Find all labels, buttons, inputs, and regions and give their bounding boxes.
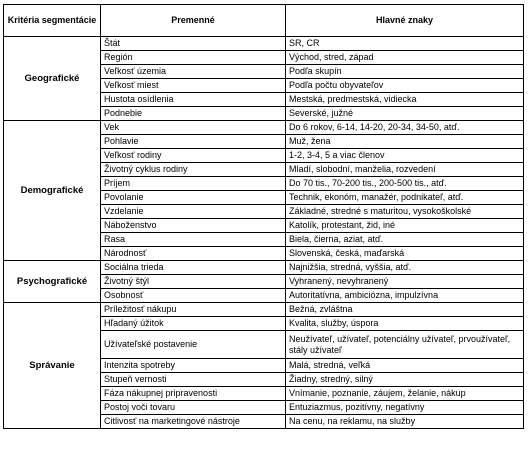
variable-cell: Stupeň vernosti bbox=[101, 373, 286, 387]
trait-cell: Severské, južné bbox=[286, 107, 524, 121]
trait-cell: SR, CR bbox=[286, 37, 524, 51]
segmentation-table-wrapper bbox=[3, 4, 524, 429]
trait-cell: Východ, stred, západ bbox=[286, 51, 524, 65]
variable-cell: Podnebie bbox=[101, 107, 286, 121]
table-row bbox=[4, 261, 524, 275]
trait-cell: Muž, žena bbox=[286, 135, 524, 149]
variable-cell: Povolanie bbox=[101, 191, 286, 205]
trait-cell: Vnímanie, poznanie, záujem, želanie, nákup bbox=[286, 387, 524, 401]
trait-cell: Do 6 rokov, 6-14, 14-20, 20-34, 34-50, atď. bbox=[286, 121, 524, 135]
variable-cell: Región bbox=[101, 51, 286, 65]
table-row bbox=[4, 37, 524, 51]
variable-cell: Užívateľské postavenie bbox=[101, 331, 286, 359]
variable-cell: Pohlavie bbox=[101, 135, 286, 149]
trait-cell: Entuziazmus, pozitívny, negatívny bbox=[286, 401, 524, 415]
variable-cell: Intenzita spotreby bbox=[101, 359, 286, 373]
trait-cell: Neužívateľ, užívateľ, potenciálny užívateľ, prvoužívateľ, stály užívateľ bbox=[286, 331, 524, 359]
variable-cell: Náboženstvo bbox=[101, 219, 286, 233]
variable-cell: Osobnosť bbox=[101, 289, 286, 303]
trait-cell: Podľa skupín bbox=[286, 65, 524, 79]
trait-cell: Bežná, zvláštna bbox=[286, 303, 524, 317]
variable-cell: Životný štýl bbox=[101, 275, 286, 289]
trait-cell: 1-2, 3-4, 5 a viac členov bbox=[286, 149, 524, 163]
variable-cell: Príležitosť nákupu bbox=[101, 303, 286, 317]
variable-cell: Fáza nákupnej pripravenosti bbox=[101, 387, 286, 401]
variable-cell: Veľkosť miest bbox=[101, 79, 286, 93]
segmentation-table bbox=[3, 4, 524, 429]
variable-cell: Vek bbox=[101, 121, 286, 135]
variable-cell: Sociálna trieda bbox=[101, 261, 286, 275]
trait-cell: Slovenská, česká, maďarská bbox=[286, 247, 524, 261]
variable-cell: Vzdelanie bbox=[101, 205, 286, 219]
trait-cell: Základné, stredné s maturitou, vysokoškolské bbox=[286, 205, 524, 219]
table-body bbox=[4, 37, 524, 429]
trait-cell: Mladí, slobodní, manželia, rozvedení bbox=[286, 163, 524, 177]
trait-cell: Najnižšia, stredná, vyššia, atď. bbox=[286, 261, 524, 275]
variable-cell: Štát bbox=[101, 37, 286, 51]
table-row bbox=[4, 121, 524, 135]
variable-cell: Hľadaný úžitok bbox=[101, 317, 286, 331]
header-criteria: Kritéria segmentácie bbox=[4, 5, 101, 37]
table-row bbox=[4, 303, 524, 317]
variable-cell: Príjem bbox=[101, 177, 286, 191]
group-label: Správanie bbox=[4, 303, 101, 429]
trait-cell: Malá, stredná, veľká bbox=[286, 359, 524, 373]
group-label: Demografické bbox=[4, 121, 101, 261]
variable-cell: Rasa bbox=[101, 233, 286, 247]
group-label: Geografické bbox=[4, 37, 101, 121]
variable-cell: Národnosť bbox=[101, 247, 286, 261]
header-row bbox=[4, 5, 524, 37]
variable-cell: Citlivosť na marketingové nástroje bbox=[101, 415, 286, 429]
trait-cell: Vyhranený, nevyhranený bbox=[286, 275, 524, 289]
variable-cell: Veľkosť územia bbox=[101, 65, 286, 79]
variable-cell: Veľkosť rodiny bbox=[101, 149, 286, 163]
trait-cell: Biela, čierna, aziat, atď. bbox=[286, 233, 524, 247]
variable-cell: Hustota osídlenia bbox=[101, 93, 286, 107]
trait-cell: Na cenu, na reklamu, na služby bbox=[286, 415, 524, 429]
header-variables: Premenné bbox=[101, 5, 286, 37]
trait-cell: Do 70 tis., 70-200 tis., 200-500 tis., atď. bbox=[286, 177, 524, 191]
trait-cell: Katolík, protestant, žid, iné bbox=[286, 219, 524, 233]
trait-cell: Mestská, predmestská, vidiecka bbox=[286, 93, 524, 107]
variable-cell: Postoj voči tovaru bbox=[101, 401, 286, 415]
trait-cell: Žiadny, stredný, silný bbox=[286, 373, 524, 387]
variable-cell: Životný cyklus rodiny bbox=[101, 163, 286, 177]
header-traits: Hlavné znaky bbox=[286, 5, 524, 37]
trait-cell: Kvalita, služby, úspora bbox=[286, 317, 524, 331]
trait-cell: Technik, ekonóm, manažér, podnikateľ, atď. bbox=[286, 191, 524, 205]
group-label: Psychografické bbox=[4, 261, 101, 303]
trait-cell: Autoritatívna, ambiciózna, impulzívna bbox=[286, 289, 524, 303]
trait-cell: Podľa počtu obyvateľov bbox=[286, 79, 524, 93]
